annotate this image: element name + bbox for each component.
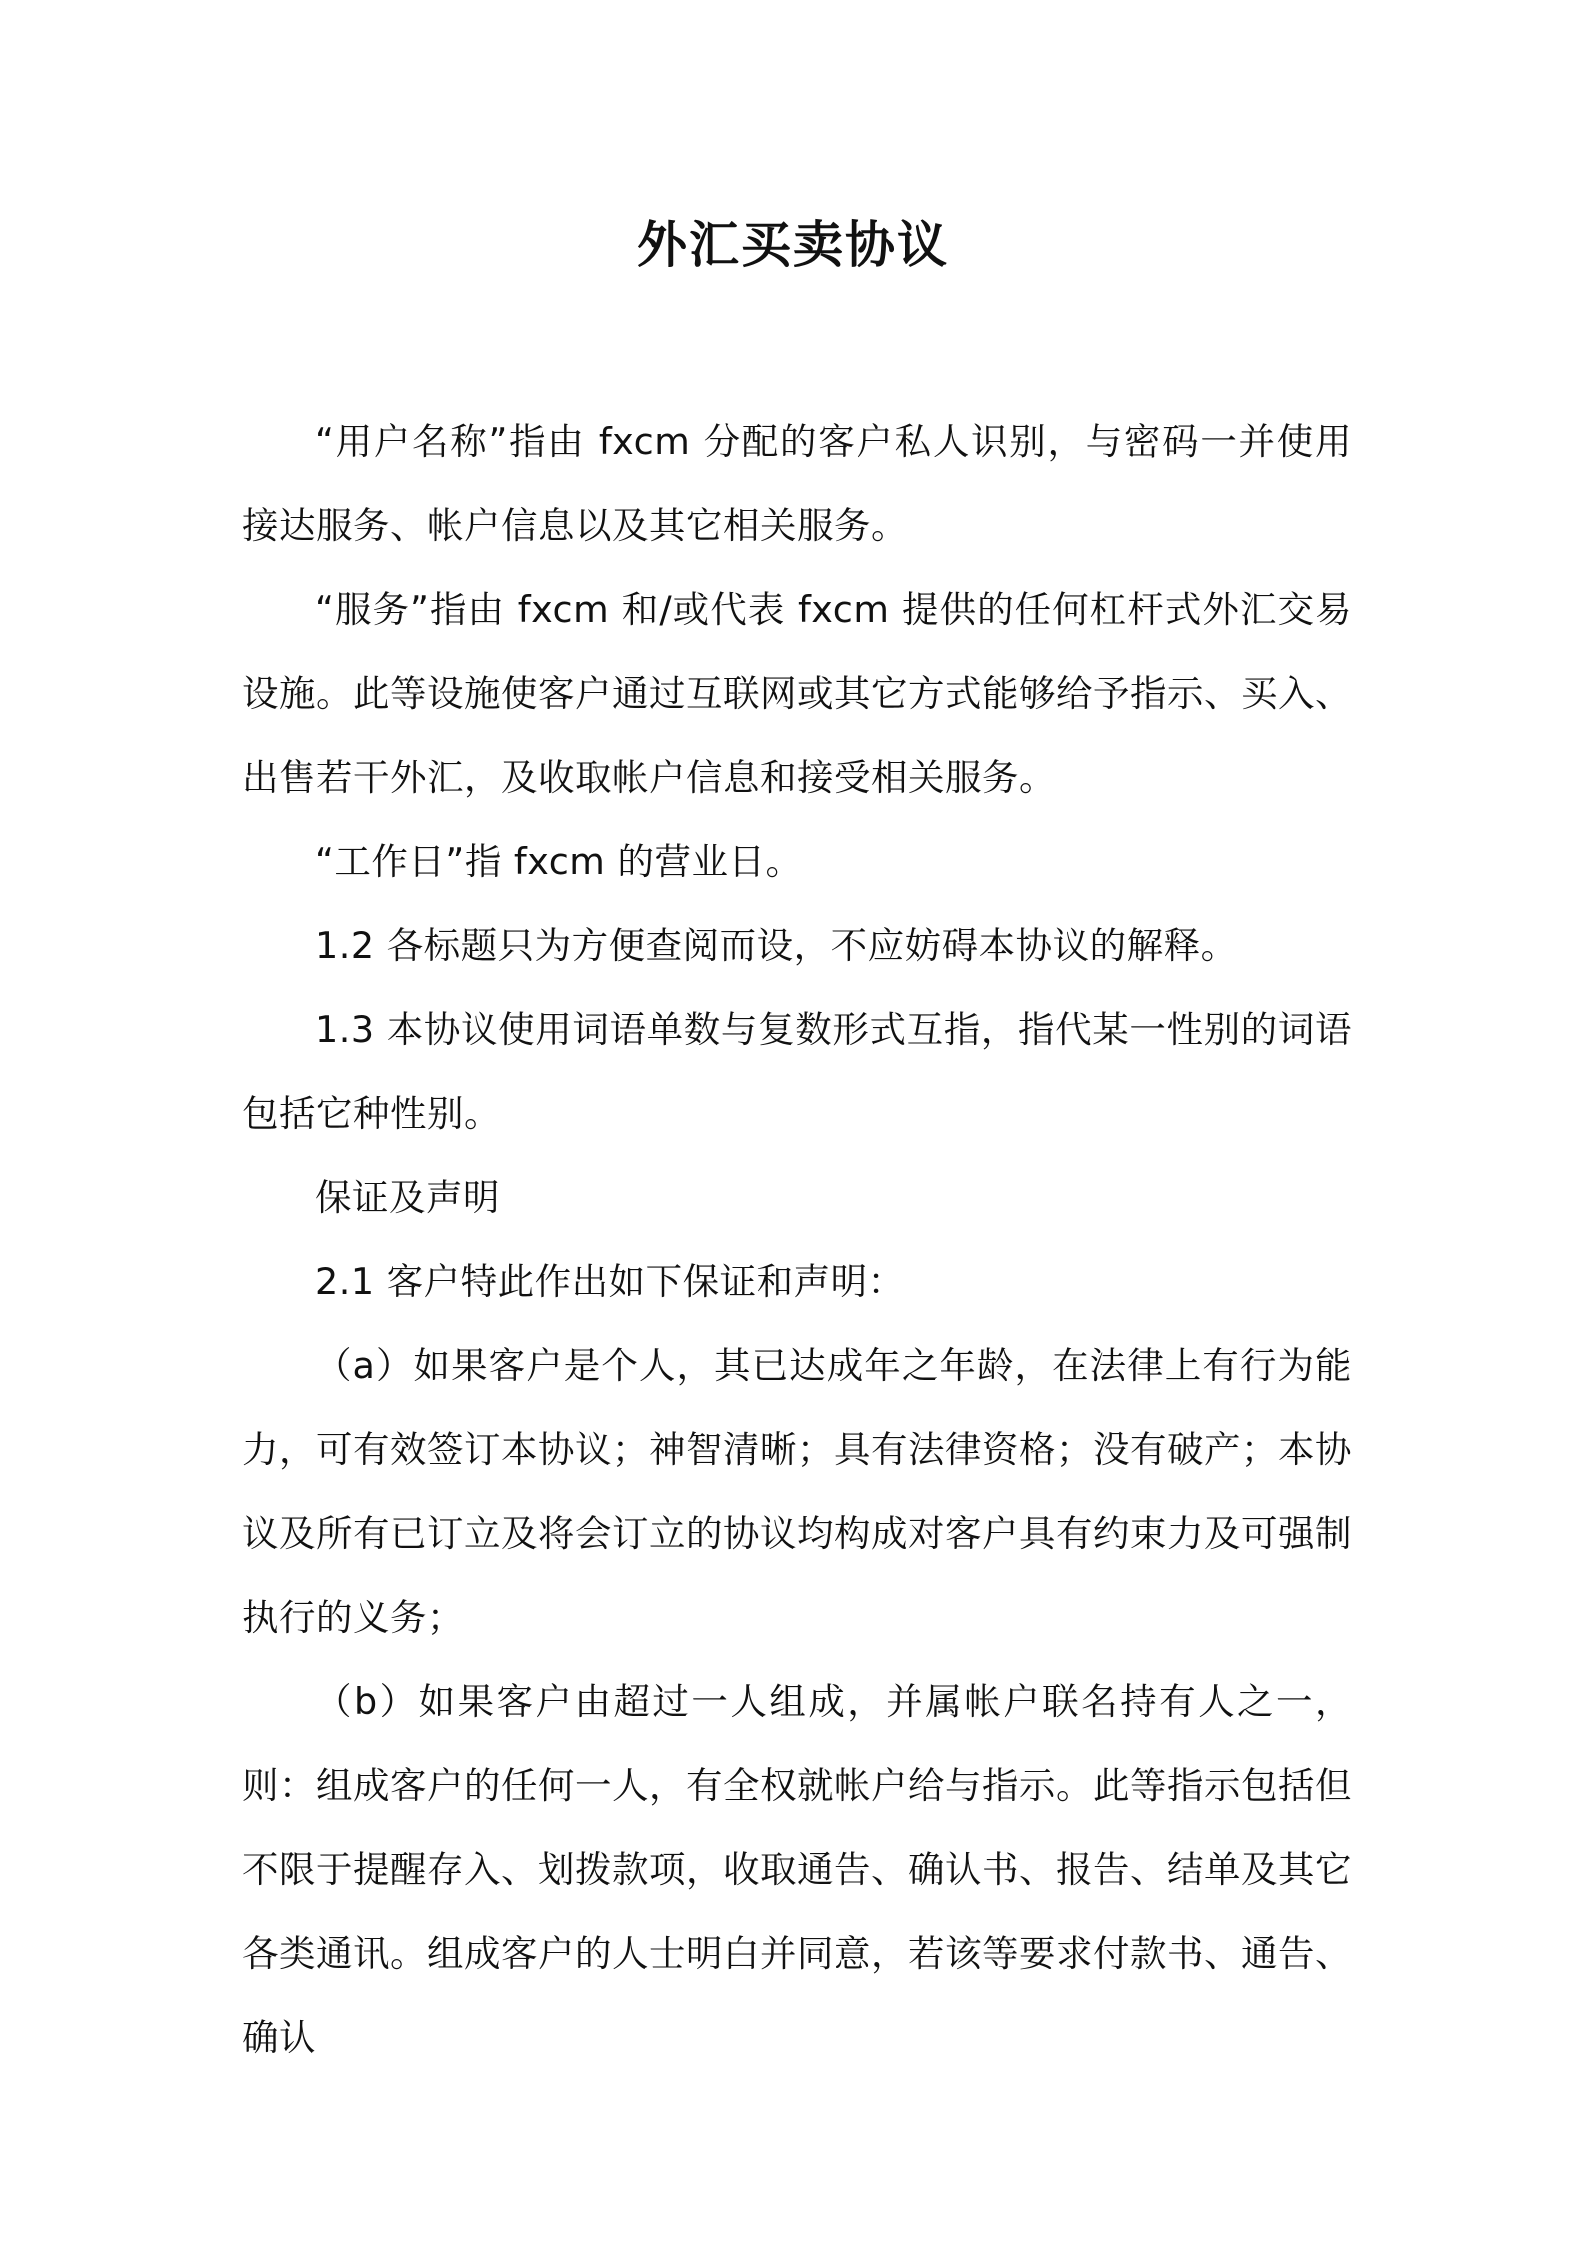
section-heading-warranties: 保证及声明: [315, 1176, 500, 1219]
definition-business-day: “工作日”指 fxcm 的营业日。: [315, 840, 803, 883]
clause-1-3: 1.3 本协议使用词语单数与复数形式互指，指代某一性别的词语包括它种性别。: [242, 1008, 1352, 1135]
clause-2-1: 2.1 客户特此作出如下保证和声明：: [315, 1260, 905, 1303]
clause-1-2: 1.2 各标题只为方便查阅而设，不应妨碍本协议的解释。: [315, 924, 1238, 967]
document-title: 外汇买卖协议: [637, 216, 949, 274]
clause-2-1-b: （b）如果客户由超过一人组成，并属帐户联名持有人之一，则：组成客户的任何一人，有全权就帐户给与指示。此等指示包括但不限于提醒存入、划拨款项，收取通告、确认书、报告、结单及其它各类通讯。组成客户的人士明白并同意，若该等要求付款书、通告、确认: [242, 1680, 1352, 2059]
document-body: [242, 400, 1352, 2080]
definition-username: “用户名称”指由 fxcm 分配的客户私人识别，与密码一并使用接达服务、帐户信息以及其它相关服务。: [242, 420, 1352, 547]
clause-2-1-a: （a）如果客户是个人，其已达成年之年龄，在法律上有行为能力，可有效签订本协议；神智清晰；具有法律资格；没有破产；本协议及所有已订立及将会订立的协议均构成对客户具有约束力及可强制执行的义务；: [242, 1344, 1352, 1639]
definition-service: “服务”指由 fxcm 和/或代表 fxcm 提供的任何杠杆式外汇交易设施。此等设施使客户通过互联网或其它方式能够给予指示、买入、出售若干外汇，及收取帐户信息和接受相关服务。: [242, 588, 1352, 799]
